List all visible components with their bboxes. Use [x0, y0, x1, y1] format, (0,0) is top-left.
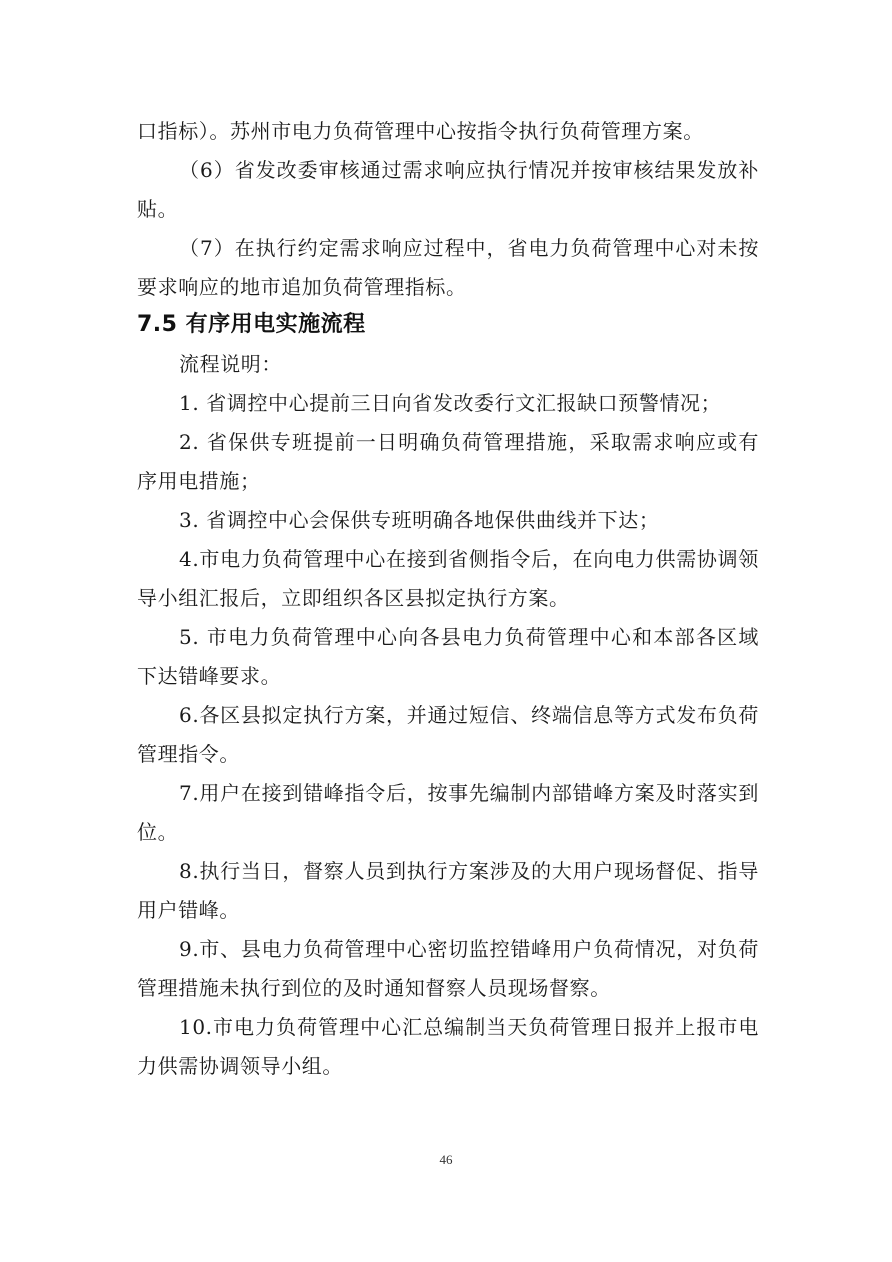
flow-step-1: 1. 省调控中心提前三日向省发改委行文汇报缺口预警情况； — [179, 391, 722, 415]
flow-step-5: 5. 市电力负荷管理中心向各县电力负荷管理中心和本部各区域下达错峰要求。 — [137, 625, 759, 688]
flow-text-block — [137, 345, 759, 1086]
flow-step-4: 4.市电力负荷管理中心在接到省侧指令后，在向电力供需协调领导小组汇报后，立即组织各区县拟定执行方案。 — [137, 547, 759, 610]
flow-step-8: 8.执行当日，督察人员到执行方案涉及的大用户现场督促、指导用户错峰。 — [137, 859, 759, 922]
flow-intro: 流程说明： — [179, 352, 282, 376]
paragraph-item-6: （6）省发改委审核通过需求响应执行情况并按审核结果发放补贴。 — [137, 158, 759, 221]
flow-step-9: 9.市、县电力负荷管理中心密切监控错峰用户负荷情况，对负荷管理措施未执行到位的及时通知督察人员现场督察。 — [137, 937, 759, 1000]
flow-step-3: 3. 省调控中心会保供专班明确各地保供曲线并下达； — [179, 508, 660, 532]
intro-text-block — [137, 112, 759, 307]
section-heading: 7.5 有序用电实施流程 — [137, 312, 366, 337]
flow-step-10: 10.市电力负荷管理中心汇总编制当天负荷管理日报并上报市电力供需协调领导小组。 — [137, 1015, 759, 1078]
flow-step-6: 6.各区县拟定执行方案，并通过短信、终端信息等方式发布负荷管理指令。 — [137, 703, 759, 766]
flow-step-7: 7.用户在接到错峰指令后，按事先编制内部错峰方案及时落实到位。 — [137, 781, 759, 844]
flow-step-2: 2. 省保供专班提前一日明确负荷管理措施，采取需求响应或有序用电措施； — [137, 430, 759, 493]
page-number: 46 — [439, 1152, 453, 1167]
paragraph-item-7: （7）在执行约定需求响应过程中，省电力负荷管理中心对未按要求响应的地市追加负荷管理指标。 — [137, 236, 759, 299]
paragraph-continuation: 口指标）。苏州市电力负荷管理中心按指令执行负荷管理方案。 — [137, 119, 704, 143]
